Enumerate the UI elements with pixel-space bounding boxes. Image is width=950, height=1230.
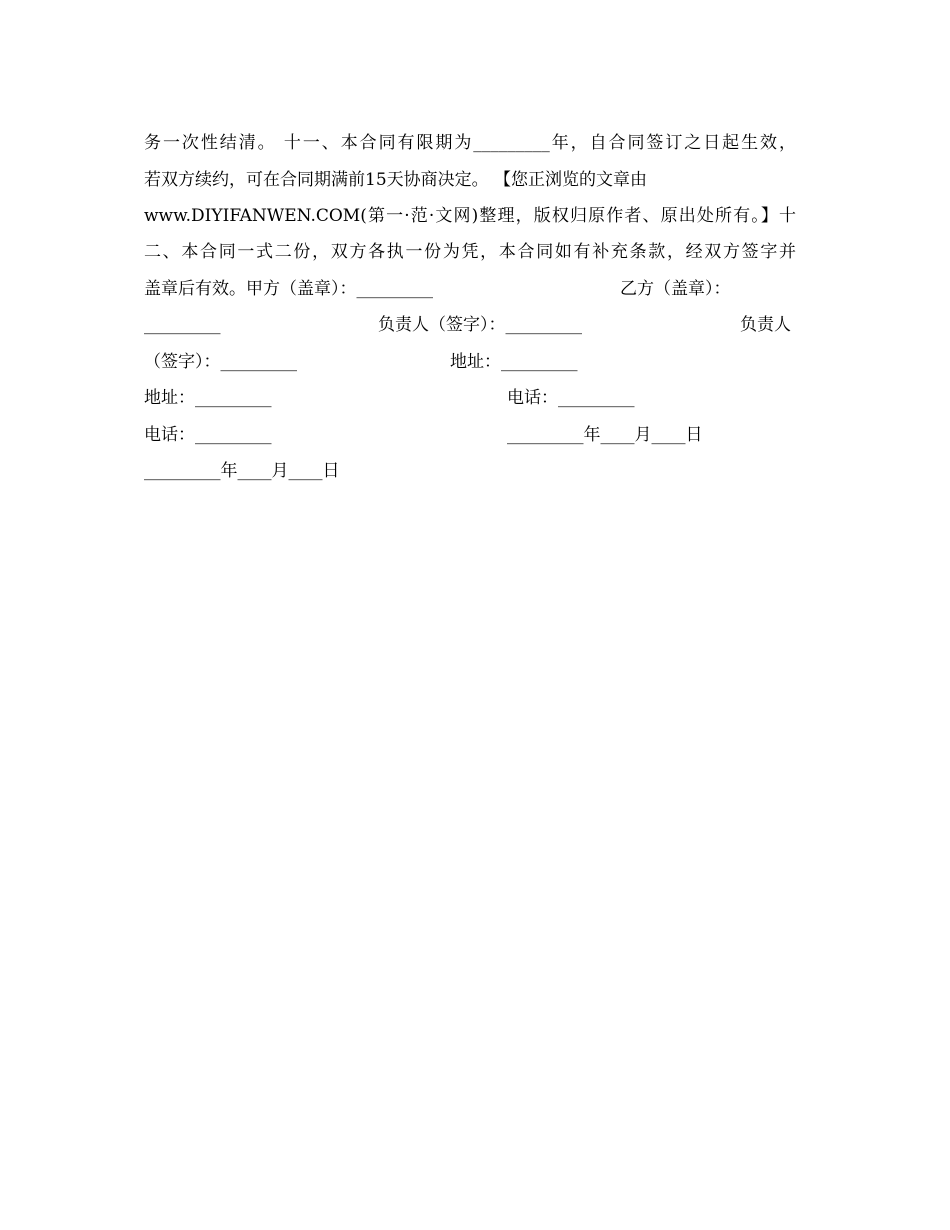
party-b-representative-label: 负责人 [740,315,791,335]
party-a-seal: 盖章后有效。甲方（盖章）：_________ [144,279,433,299]
party-b-date: _________年____月____日 [144,461,340,481]
party-b-phone: 电话：_________ [144,425,272,445]
paragraph-line-1: 务一次性结清。 十一、本合同有限期为_________年，自合同签订之日起生效， [144,133,796,153]
paragraph-line-3: www.DIYIFANWEN.COM(第一·范·文网)整理，版权归原作者、原出处所有。】十 [144,206,796,226]
party-a-representative: 负责人（签字）：_________ [378,315,582,335]
party-a-seal-blank: _________ [144,315,221,335]
party-a-date: _________年____月____日 [507,425,703,445]
party-b-seal: 乙方（盖章）： [620,279,731,299]
paragraph-line-2: 若双方续约，可在合同期满前15天协商决定。 【您正浏览的文章由 [144,170,648,190]
party-a-phone: 电话：_________ [507,388,635,408]
party-b-address: 地址：_________ [144,388,272,408]
paragraph-line-4: 二、本合同一式二份，双方各执一份为凭，本合同如有补充条款，经双方签字并 [144,242,796,262]
party-b-representative-sign: （签字）：_________ [144,352,297,372]
party-a-address: 地址：_________ [450,352,578,372]
